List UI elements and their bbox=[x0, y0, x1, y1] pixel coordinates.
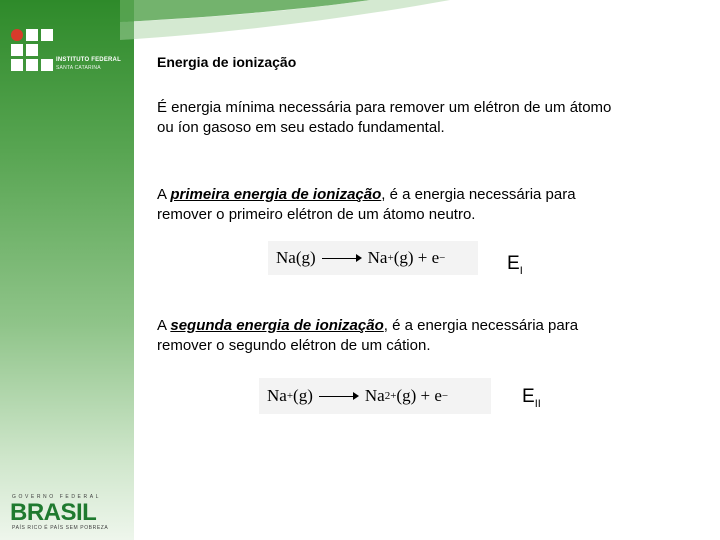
slide-title: Energia de ionização bbox=[157, 54, 297, 70]
green-sidebar bbox=[0, 0, 134, 540]
energy-label-first-base: E bbox=[507, 253, 520, 274]
institute-name bbox=[56, 56, 121, 72]
second-ionization-equation: Na + (g) Na 2+ (g) + e − bbox=[259, 378, 491, 414]
energy-label-second-base: E bbox=[522, 386, 535, 407]
energy-label-second-sub: II bbox=[534, 397, 541, 410]
eq2-product-state: (g) + e bbox=[396, 386, 442, 405]
institute-logo bbox=[11, 29, 53, 71]
top-swoosh-decoration bbox=[120, 0, 720, 60]
brasil-government-logo bbox=[10, 494, 122, 534]
gov-text: GOVERNO FEDERAL bbox=[12, 494, 102, 500]
institute-name-line1: INSTITUTO FEDERAL bbox=[56, 57, 121, 63]
eq2-reactant-base: Na bbox=[267, 386, 287, 405]
eq1-product-base: Na bbox=[367, 248, 388, 267]
energy-label-first-sub: I bbox=[519, 264, 523, 277]
institute-name-line2: SANTA CATARINA bbox=[56, 65, 101, 71]
reaction-arrow-icon bbox=[319, 391, 359, 401]
reaction-arrow-icon bbox=[322, 253, 362, 263]
first-ionization-text bbox=[157, 185, 627, 225]
second-ionization-text bbox=[157, 316, 627, 356]
eq1-reactant: Na(g) bbox=[276, 248, 316, 267]
brasil-wordmark: BRASIL bbox=[10, 499, 97, 526]
second-prefix: A bbox=[157, 317, 171, 334]
first-ionization-term: primeira energia de ionização bbox=[170, 186, 382, 203]
eq1-product-state: (g) + e bbox=[393, 248, 440, 267]
second-ionization-rest: , é a energia necessária para remover o segundo elétron de um cátion. bbox=[157, 317, 579, 354]
brasil-tagline: PAÍS RICO É PAÍS SEM POBREZA bbox=[12, 525, 109, 531]
first-ionization-equation: Na(g) Na + (g) + e − bbox=[268, 241, 478, 275]
energy-label-second bbox=[522, 386, 541, 410]
eq2-reactant-state: (g) bbox=[293, 386, 313, 405]
first-prefix: A bbox=[157, 186, 171, 203]
first-ionization-rest: , é a energia necessária para remover o primeiro elétron de um átomo neutro. bbox=[157, 186, 576, 223]
eq2-product-base: Na bbox=[364, 386, 385, 405]
definition-text: É energia mínima necessária para remover um elétron de um átomo ou íon gasoso em seu estado fundamental. bbox=[157, 99, 612, 136]
energy-label-first bbox=[507, 253, 523, 277]
second-ionization-term: segunda energia de ionização bbox=[170, 317, 384, 334]
